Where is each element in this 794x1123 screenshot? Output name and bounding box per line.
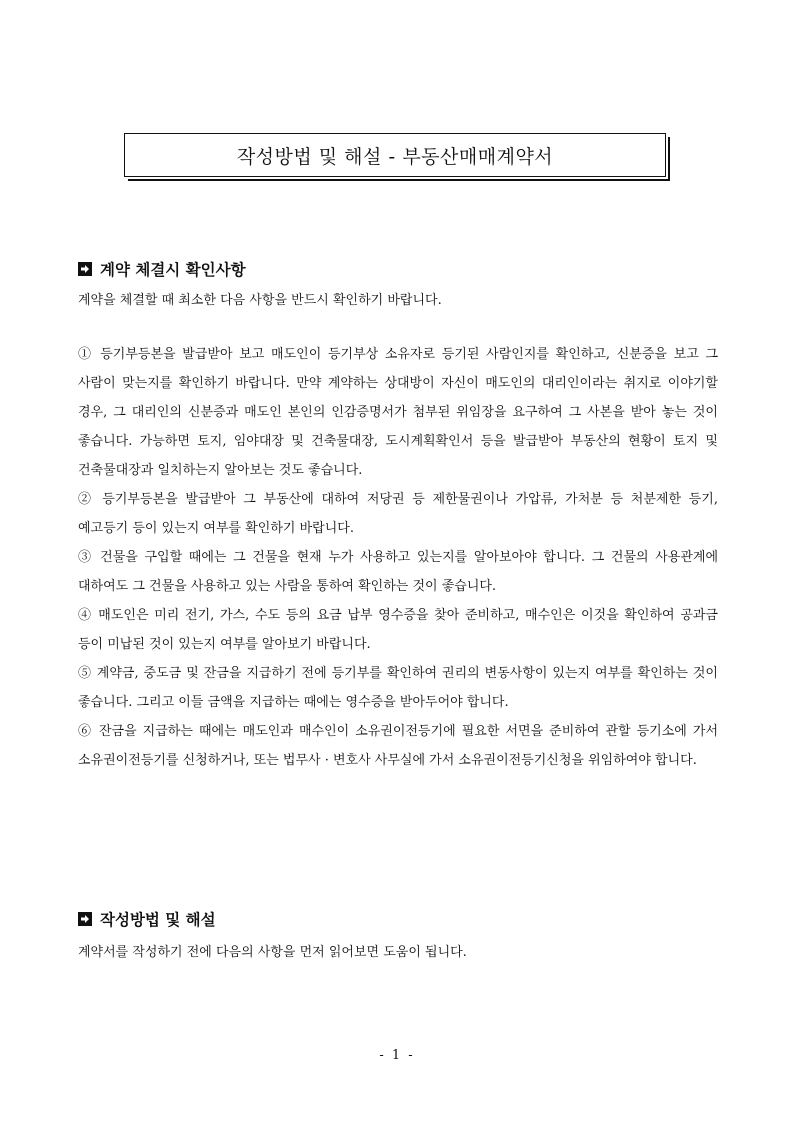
section-heading-text: 계약 체결시 확인사항 (100, 261, 246, 279)
page-number: - 1 - (379, 1048, 415, 1063)
checklist-item: ⑤ 계약금, 중도금 및 잔금을 지급하기 전에 등기부를 확인하여 권리의 변동사항이 있는지 여부를 확인하는 것이 좋습니다. 그리고 이들 금액을 지급하는 때에는 영수증을 받아두어야 합니다. (78, 666, 718, 710)
checklist-item: ① 등기부등본을 발급받아 보고 매도인이 등기부상 소유자로 등기된 사람인지를 확인하고, 신분증을 보고 그 사람이 맞는지를 확인하기 바랍니다. 만약 계약하는 상대방이 자신이 매도인의 대리인이라는 취지로 이야기할 경우, 그 대리인의 신분증과 매도인 본인의 인감증명서가 첨부된 위임장을 요구하여 그 사본을 받아 놓는 것이 좋습니다. 가능하면 토지, 임야대장 및 건축물대장, 도시계획확인서 등을 발급받아 부동산의 현황이 토지 및 건축물대장과 일치하는지 알아보는 것도 좋습니다. (78, 347, 718, 478)
arrow-right-box-icon (78, 912, 92, 926)
checklist-item: ④ 매도인은 미리 전기, 가스, 수도 등의 요금 납부 영수증을 찾아 준비하고, 매수인은 이것을 확인하여 공과금 등이 미납된 것이 있는지 여부를 알아보기 바랍니다. (78, 608, 718, 652)
checklist-item: ② 등기부등본을 발급받아 그 부동산에 대하여 저당권 등 제한물권이나 가압류, 가처분 등 처분제한 등기, 예고등기 등이 있는지 여부를 확인하기 바랍니다. (78, 492, 718, 536)
document-title-box (124, 133, 666, 177)
section-heading-checklist (78, 258, 246, 280)
document-title: 작성방법 및 해설 - 부동산매매계약서 (236, 145, 554, 168)
section-intro-checklist: 계약을 체결할 때 최소한 다음 사항을 반드시 확인하기 바랍니다. (78, 293, 442, 308)
arrow-right-box-icon (78, 262, 92, 276)
section-heading-text: 작성방법 및 해설 (100, 911, 216, 929)
checklist-items (78, 340, 718, 775)
checklist-item: ③ 건물을 구입할 때에는 그 건물을 현재 누가 사용하고 있는지를 알아보아야 합니다. 그 건물의 사용관계에 대하여도 그 건물을 사용하고 있는 사람을 통하여 확인하는 것이 좋습니다. (78, 550, 718, 594)
section-intro-guide: 계약서를 작성하기 전에 다음의 사항을 먼저 읽어보면 도움이 됩니다. (78, 945, 467, 960)
checklist-item: ⑥ 잔금을 지급하는 때에는 매도인과 매수인이 소유권이전등기에 필요한 서면을 준비하여 관할 등기소에 가서 소유권이전등기를 신청하거나, 또는 법무사 · 변호사 사무실에 가서 소유권이전등기신청을 위임하여야 합니다. (78, 724, 718, 768)
section-heading-guide (78, 908, 216, 930)
